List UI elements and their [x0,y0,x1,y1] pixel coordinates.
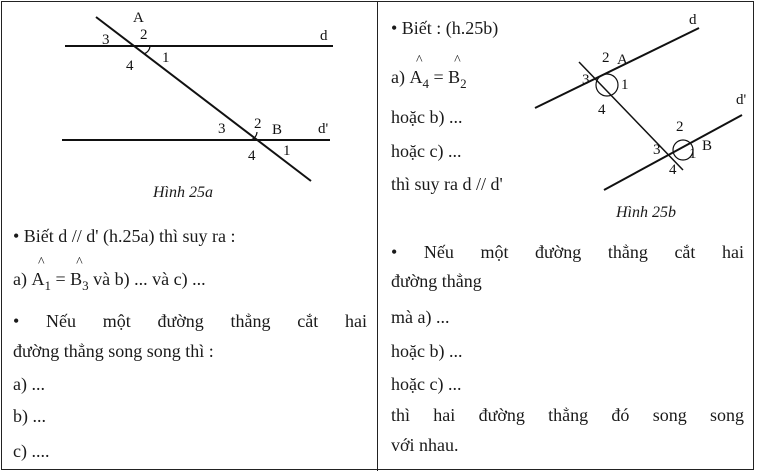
angle-b1: 1 [689,146,697,162]
paragraph-line-end: đường thẳng song song thì : [13,341,214,361]
angle-hat: ^ [76,255,83,270]
angle-b2: 2 [254,116,262,132]
ma-a: mà a) ... [391,307,450,327]
column-divider [377,1,378,471]
figure-25a [0,0,377,190]
figure-25b [549,0,757,200]
item-a-prefix: a) [391,67,405,87]
angle-b4: 4 [669,162,677,178]
item-a-suffix: và b) ... và c) ... [93,269,206,289]
angle-b2: 2 [676,119,684,135]
blank-b: b) ... [13,406,46,426]
hoac-c: hoặc c) ... [391,374,462,394]
angle-hat: ^ [415,53,423,68]
item-a-prefix: a) [13,269,27,289]
blank-c: c) .... [13,441,50,461]
line-d [535,28,699,108]
angle-subscript: 1 [44,278,51,293]
angle-a1-symbol [31,255,51,297]
or-c: hoặc c) ... [391,141,462,161]
label-d-prime: d' [318,121,329,137]
angle-a1: 1 [621,77,629,93]
conclusion: thì suy ra d // d' [391,174,503,194]
angle-letter: A [31,269,45,289]
angle-arc-a1 [144,46,150,54]
paragraph-line: • Nếu một đường thẳng cắt hai [13,311,367,331]
angle-b1: 1 [283,143,291,159]
equals-sign: = [55,269,66,289]
figure-caption-25a: Hình 25a [153,184,213,201]
angle-subscript: 2 [460,76,467,91]
angle-letter: B [448,67,461,87]
angle-subscript: 3 [82,278,89,293]
angle-b4: 4 [248,148,256,164]
angle-a3: 3 [102,32,110,48]
label-d-prime: d' [736,92,747,108]
or-b: hoặc b) ... [391,107,463,127]
hoac-b: hoặc b) ... [391,341,463,361]
point-a-label: A [617,52,628,68]
paragraph-line-end: đường thẳng [391,271,482,291]
figure-caption-25b: Hình 25b [616,204,676,221]
item-a-equation [391,53,467,95]
angle-a3: 3 [582,72,590,88]
angle-a4: 4 [598,102,606,118]
paragraph-line: • Nếu một đường thẳng cắt hai [391,242,744,262]
angle-arc-a [596,74,618,96]
angle-b2-symbol [448,53,467,95]
angle-letter: B [70,269,83,289]
angle-subscript: 4 [422,76,429,91]
angle-b3-symbol [70,255,89,297]
point-b-label: B [272,122,283,138]
label-d: d [689,12,697,28]
equals-sign: = [433,67,444,87]
angle-a2: 2 [602,50,610,66]
angle-letter: A [409,67,423,87]
angle-a4-symbol [409,53,429,95]
transversal [96,17,311,181]
item-a-equation [13,255,206,297]
angle-b3: 3 [653,142,661,158]
point-a-label: A [133,10,144,26]
angle-a1: 1 [162,50,170,66]
given-statement: • Biết : (h.25b) [391,18,499,38]
angle-hat: ^ [454,53,461,68]
angle-hat: ^ [37,255,45,270]
angle-b3: 3 [218,121,226,137]
given-statement: • Biết d // d' (h.25a) thì suy ra : [13,226,236,246]
point-b-label: B [702,138,713,154]
angle-a2: 2 [140,27,148,43]
transversal [579,62,683,170]
angle-a4: 4 [126,58,134,74]
blank-a: a) ... [13,374,45,394]
final-line-end: với nhau. [391,435,459,455]
final-line: thì hai đường thẳng đó song song [391,405,744,425]
label-d: d [320,28,328,44]
